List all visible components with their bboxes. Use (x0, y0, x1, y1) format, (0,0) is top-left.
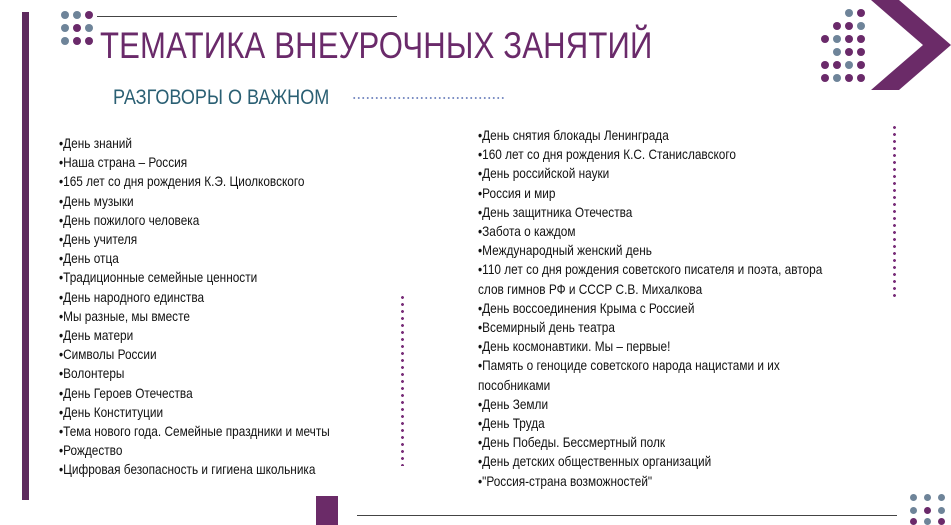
decorative-dot (61, 11, 69, 19)
right-vertical-dots (893, 124, 896, 298)
list-item: •День знаний (59, 136, 132, 151)
decorative-dot (73, 37, 81, 45)
list-item: •Память о геноциде советского народа нацистами и их (478, 358, 780, 374)
decorative-dot (821, 35, 829, 43)
list-item: •День Героев Отечества (59, 385, 193, 401)
decorative-dot (845, 9, 853, 17)
right-topic-list (478, 126, 822, 491)
bottom-accent-square (316, 496, 338, 525)
decorative-dot (938, 494, 945, 501)
list-item: •День Труда (478, 416, 545, 432)
left-topic-list (59, 134, 330, 480)
decorative-dot (833, 35, 841, 43)
decorative-dot (73, 11, 81, 19)
decorative-dot (857, 48, 865, 56)
list-item: •День музыки (59, 193, 134, 209)
list-item: •День защитника Отечества (478, 204, 633, 220)
page-subtitle: РАЗГОВОРЫ О ВАЖНОМ (113, 86, 330, 109)
decorative-dot (61, 37, 69, 45)
list-item: •Россия и мир (478, 185, 556, 201)
list-item: пособниками (478, 377, 551, 393)
decorative-dot (910, 494, 917, 501)
decorative-dot (938, 518, 945, 525)
list-item: •Забота о каждом (478, 224, 576, 240)
decorative-dot (85, 24, 93, 32)
list-item: •Волонтеры (59, 366, 125, 382)
list-item: •Рождество (59, 443, 123, 459)
list-item: •День космонавтики. Мы – первые! (478, 339, 671, 355)
decorative-dot (910, 507, 917, 514)
chevron-arrow-icon (871, 0, 951, 90)
decorative-dot (73, 24, 81, 32)
list-item: •День воссоединения Крыма с Россией (478, 300, 695, 316)
middle-vertical-dots (401, 294, 404, 466)
list-item: •Наша страна – Россия (59, 155, 188, 171)
decorative-dot (857, 9, 865, 17)
top-divider-line (97, 16, 397, 17)
list-item: •165 лет со дня рождения К.Э. Циолковского (59, 174, 305, 190)
decorative-dot (910, 518, 917, 525)
list-item: •День детских общественных организаций (478, 454, 712, 470)
decorative-dot (924, 494, 931, 501)
decorative-dot (845, 74, 853, 82)
list-item: •День пожилого человека (59, 212, 200, 228)
decorative-dot (833, 74, 841, 82)
list-item: •Символы России (59, 347, 157, 363)
list-item: •Тема нового года. Семейные праздники и мечты (59, 424, 330, 440)
decorative-dot (85, 37, 93, 45)
left-accent-bar (22, 12, 29, 500)
decorative-dot (833, 48, 841, 56)
list-item: •Традиционные семейные ценности (59, 270, 258, 286)
list-item: •День российской науки (478, 166, 610, 182)
decorative-dot (845, 35, 853, 43)
list-item: •День матери (59, 328, 134, 344)
list-item: •День отца (59, 251, 119, 267)
decorative-dot (924, 518, 931, 525)
decorative-dot (924, 507, 931, 514)
list-item: •110 лет со дня рождения советского писателя и поэта, автора (478, 262, 823, 278)
list-item: •Международный женский день (478, 243, 652, 259)
list-item: •День Победы. Бессмертный полк (478, 435, 666, 451)
decorative-dot (85, 11, 93, 19)
list-item: •День снятия блокады Ленинграда (478, 128, 669, 143)
list-item: •Цифровая безопасность и гигиена школьника (59, 462, 316, 478)
decorative-dot (821, 74, 829, 82)
list-item: слов гимнов РФ и СССР С.В. Михалкова (478, 281, 703, 297)
decorative-dot (938, 507, 945, 514)
decorative-dot (845, 61, 853, 69)
decorative-dot (857, 35, 865, 43)
list-item: •Всемирный день театра (478, 320, 615, 336)
subtitle-dotted-line (352, 97, 504, 99)
decorative-dot (821, 61, 829, 69)
list-item: •160 лет со дня рождения К.С. Станиславского (478, 147, 737, 163)
list-item: •Мы разные, мы вместе (59, 308, 190, 324)
decorative-dot (833, 61, 841, 69)
decorative-dot (857, 22, 865, 30)
decorative-dot (845, 48, 853, 56)
list-item: •"Россия-страна возможностей" (478, 473, 653, 489)
decorative-dot (857, 74, 865, 82)
bottom-divider-line (357, 515, 897, 516)
decorative-dot (857, 61, 865, 69)
list-item: •День учителя (59, 232, 138, 248)
decorative-dot (61, 24, 69, 32)
decorative-dot (833, 22, 841, 30)
list-item: •День Земли (478, 396, 549, 412)
page-title: ТЕМАТИКА ВНЕУРОЧНЫХ ЗАНЯТИЙ (100, 25, 653, 66)
list-item: •День народного единства (59, 289, 205, 305)
list-item: •День Конституции (59, 404, 164, 420)
decorative-dot (845, 22, 853, 30)
